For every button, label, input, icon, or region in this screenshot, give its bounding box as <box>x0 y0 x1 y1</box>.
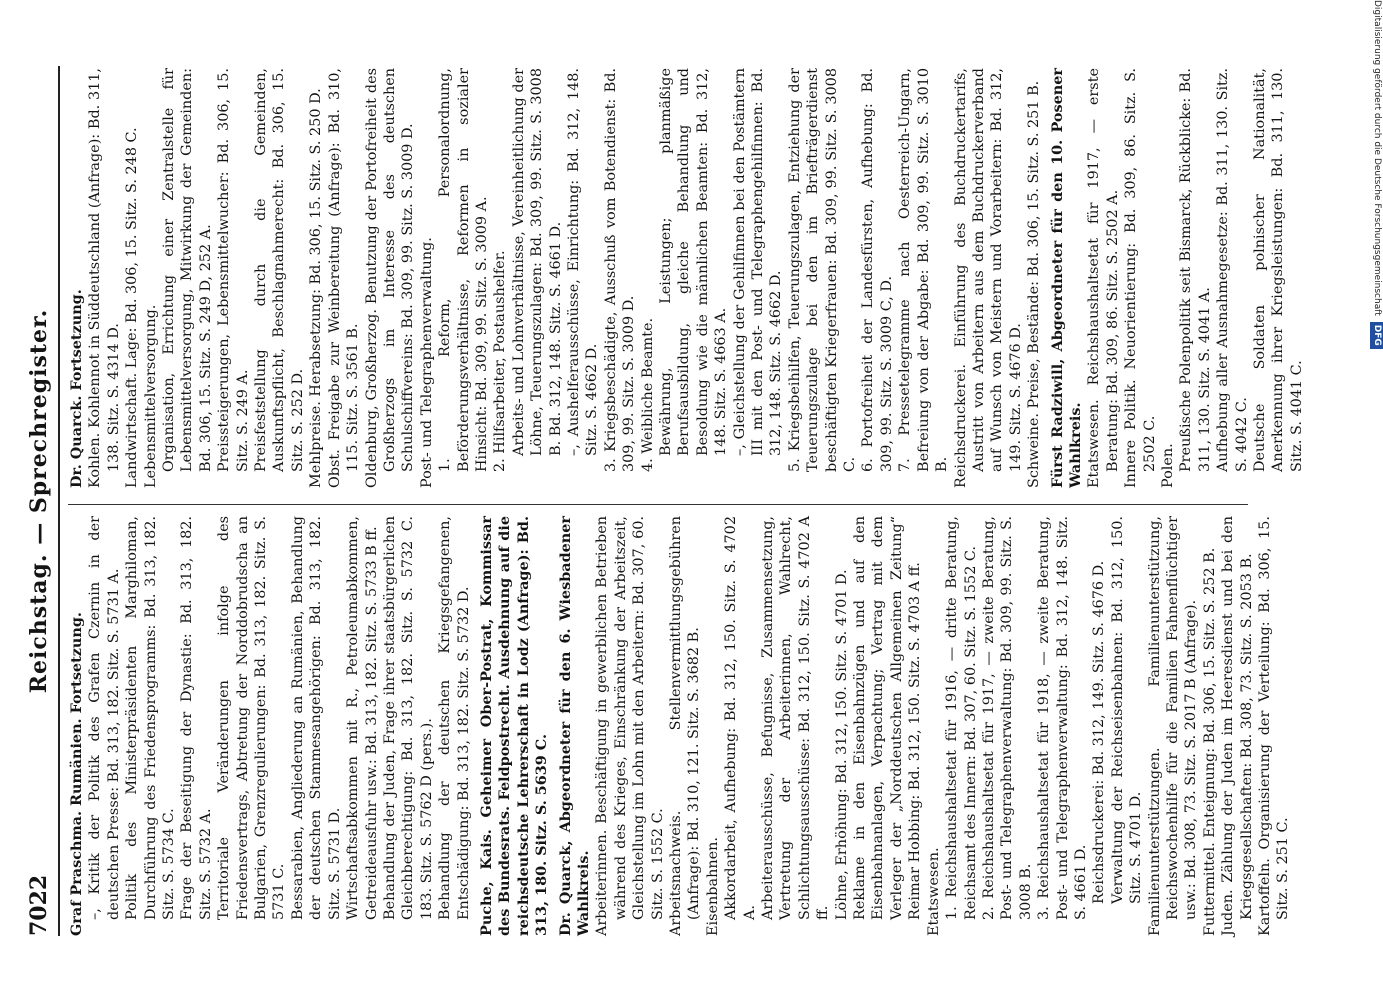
register-entry: Behandlung der deutschen Kriegsgefangenen, Entschädigung: Bd. 313, 182. Sitz. S. 5732 D. <box>437 516 472 920</box>
header-rule <box>58 66 60 936</box>
digitization-note <box>1370 0 1383 1000</box>
register-entry: 3. Kriegsbeschädigte, Ausschuß vom Botendienst: Bd. 309, 99. Sitz. S. 3009 D. <box>602 68 638 472</box>
register-entry: Mehlpreise. Herabsetzung: Bd. 306, 15. Sitz. S. 250 D. <box>308 88 325 488</box>
register-entry: 2. Hilfsarbeiter, Postaushelfer. <box>492 250 509 472</box>
register-entry: Preußische Polenpolitik seit Bismarck, Rückblicke: Bd. 311, 130. Sitz. S. 4041 A. <box>1178 68 1213 472</box>
register-entry: Arbeits- und Lohnverhältnisse, Vereinheitlichung der Löhne, Teuerungszulagen: Bd. 309, 99. Sitz. S. 3008 B. Bd. 312, 148. Sitz. S. 4661 D. <box>510 68 564 456</box>
register-entry: 6. Portofreiheit der Landesfürsten, Aufhebung: Bd. 309, 99. Sitz. S. 3009 C, D. <box>860 68 895 472</box>
register-entry: Innere Politik. Neuorientierung: Bd. 309, 86. Sitz. S. 2502 C. <box>1123 68 1158 488</box>
register-entry: Eisenbahnen. <box>704 837 721 936</box>
register-entry: Preisfeststellung durch die Gemeinden, Auskunftspflicht, Beschlagnahmerecht: Bd. 306, 15. Sitz. S. 252 D. <box>253 68 306 472</box>
register-entry: Bewährung, Leistungen; planmäßige Berufsausbildung, gleiche Behandlung und Besoldung wie die männlichen Beamten: Bd. 312, 148. Sitz. S. 4663 A. <box>658 68 730 456</box>
register-entry: Futtermittel. Enteignung: Bd. 306, 15. Sitz. S. 252 B. <box>1201 547 1218 936</box>
left-column <box>68 516 1292 936</box>
speaker-heading: Fürst Radziwill, Abgeordneter für den 10. Posener Wahlkreis. <box>1048 68 1084 488</box>
page-header <box>20 66 60 936</box>
speaker-heading: Puche, Kais. Geheimer Ober-Postrat, Kommissar des Bundesrats. Feldpostrecht. Ausdehnung auf die reichsdeutsche Lehrerschaft in Lodz (Anfrage): Bd. 313, 180. Sitz. S. 5639 C. <box>477 516 551 936</box>
right-column <box>68 68 1305 488</box>
register-entry: Oldenburg, Großherzog. Benutzung der Portofreiheit des Großherzogs im Interesse des deutschen Schulschiffvereins: Bd. 309, 99. Sitz. S. 3009 D. <box>363 68 417 488</box>
register-entry: 4. Weibliche Beamte. <box>639 317 656 472</box>
register-entry: Akkordarbeit, Aufhebung: Bd. 312, 150. Sitz. S. 4702 A. <box>723 516 758 920</box>
register-entry: Arbeitsnachweis. Stellenvermittlungsgebühren (Anfrage): Bd. 310, 121. Sitz. S. 3682 B. <box>668 516 703 936</box>
register-entry: 2. Reichshaushaltsetat für 1917, — zweite Beratung, Post- und Telegraphenverwaltung: Bd. 309, 99. Sitz. S. 3008 B. <box>980 516 1034 920</box>
register-entry: Arbeiterinnen. Beschäftigung in gewerblichen Betrieben während des Krieges, Einschränkung der Arbeitszeit, Gleichstellung im Lohn mit den Arbeitern: Bd. 307, 60. Sitz. S. 1552 C. <box>594 516 666 936</box>
register-entry: Organisation, Errichtung einer Zentralstelle für Lebensmittelversorgung, Mitwirkung der Gemeinden: Bd. 306, 15. Sitz. S. 249 D, 252 A. <box>161 68 214 472</box>
register-entry: 5. Kriegsbeihilfen, Teuerungszulagen, Entziehung der Teuerungszulage bei den im Briefträgerdienst beschäftigten Kriegerfrauen: Bd. 309, 99. Sitz. S. 3008 C. <box>786 68 859 472</box>
register-entry: Reklame in den Eisenbahnzügen und auf den Eisenbahnanlagen, Verpachtung; Vertrag mit dem Verleger der „Norddeutschen Allgemeinen Zeitung“ Reimar Hobbing: Bd. 312, 150. Sitz. S. 4703 A ff. <box>852 516 924 920</box>
register-entry: Lebensmittelversorgung. <box>142 304 159 488</box>
register-entry: Deutsche Soldaten polnischer Nationalität, Anerkennung ihrer Kriegsleistungen: Bd. 311, 130. Sitz. S. 4041 C. <box>1252 68 1305 472</box>
register-entry: Preissteigerungen, Lebensmittelwucher: Bd. 306, 15. Sitz. S. 249 A. <box>216 68 251 472</box>
register-entry: Behandlung der Juden, Frage ihrer staatsbürgerlichen Gleichberechtigung: Bd. 313, 182. Sitz. S. 5732 C. 183. Sitz. S. 5762 D (pers.). <box>381 516 435 920</box>
register-entry: Schweine. Preise, Bestände: Bd. 306, 15. Sitz. S. 251 B. <box>1026 80 1043 488</box>
register-entry: Reichsdruckerei: Bd. 312, 149. Sitz. S. 4676 D. <box>1091 560 1108 904</box>
register-entry: 3. Reichshaushaltsetat für 1918, — zweite Beratung, Post- und Telegraphenverwaltung: Bd. 312, 148. Sitz. S. 4661 D. <box>1036 516 1089 920</box>
register-entry: Wirtschaftsabkommen mit R., Petroleumabkommen, Getreideausfuhr usw.: Bd. 313, 182. Sitz. S. 5733 B ff. <box>345 516 380 920</box>
register-entry: 7. Pressetelegramme nach Oesterreich-Ungarn, Befreiung von der Abgabe: Bd. 309, 99. Sitz. S. 3010 B. <box>897 68 951 472</box>
register-entry: Verwaltung der Reichseisenbahnen: Bd. 312, 150. Sitz. S. 4701 D. <box>1109 516 1145 904</box>
register-entry: Bessarabien, Angliederung an Rumänien, Behandlung der deutschen Stammesangehörigen: Bd. 313, 182. Sitz. S. 5731 D. <box>289 516 343 920</box>
register-entry: Juden. Zählung der Juden im Heeresdienst und bei den Kriegsgesellschaften: Bd. 308, 73. Sitz. S. 2053 B. <box>1220 516 1255 936</box>
register-entry: Polen. <box>1159 443 1176 488</box>
register-entry: Kohlen. Kohlennot in Süddeutschland (Anfrage): Bd. 311, 138. Sitz. S. 4314 D. <box>87 68 122 488</box>
register-entry: Territoriale Veränderungen infolge des Friedensvertrags, Abtretung der Norddobrudscha an Bulgarien, Grenzregulierungen: Bd. 313, 182. Sitz. S. 5731 C. <box>216 516 288 920</box>
register-entry: Obst. Freigabe zur Weinbereitung (Anfrage): Bd. 310, 115. Sitz. S. 3561 B. <box>326 68 362 488</box>
register-entry: Familienunterstützungen. Familienunterstützung, Reichswochenhilfe für die Familien Fahnenflüchtiger usw.: Bd. 308, 73. Sitz. S. 2017 B (Anfrage). <box>1146 516 1200 936</box>
register-entry: 1. Reichshaushaltsetat für 1916, — dritte Beratung, Reichsamt des Innern: Bd. 307, 60. Sitz. S. 1552 C. <box>944 516 979 920</box>
register-entry: Etatswesen. Reichshaushaltsetat für 1917, — erste Beratung: Bd. 309, 86. Sitz. S. 2502 A. <box>1086 68 1121 488</box>
register-entry: –, Kritik der Politik des Grafen Czernin in der deutschen Presse: Bd. 313, 182. Sitz. S. 5731 A. <box>87 516 122 920</box>
register-entry: Post- und Telegraphenverwaltung. <box>418 237 435 488</box>
page-number: 7022 <box>26 874 52 936</box>
register-entry: Arbeiterausschüsse, Befugnisse, Zusammensetzung, Vertretung der Arbeiterinnen, Wahlrecht, Schlichtungsausschüsse: Bd. 312, 150. Sitz. S. 4702 A ff. <box>760 516 832 920</box>
register-entry: Politik des Ministerpräsidenten Marghiloman, Durchführung des Friedensprogramms: Bd. 313, 182. Sitz. S. 5734 C. <box>124 516 178 920</box>
speaker-heading: Dr. Quarck. Fortsetzung. <box>68 289 85 488</box>
register-entry: –, Gleichstellung der Gehilfinnen bei den Postämtern III mit den Post- und Telegraphengehilfinnen: Bd. 312, 148. Sitz. S. 4662 D. <box>731 68 785 456</box>
register-entry: Kartoffeln. Organisierung der Verteilung: Bd. 306, 15. Sitz. S. 251 C. <box>1257 516 1292 936</box>
register-entry: Aufhebung aller Ausnahmegesetze: Bd. 311, 130. Sitz. S. 4042 C. <box>1215 68 1250 472</box>
dfg-logo: DFG <box>1370 322 1383 349</box>
register-entry: –, Aushelferausschüsse, Einrichtung: Bd. 312, 148. Sitz. S. 4662 D. <box>565 68 601 456</box>
speaker-heading: Dr. Quarck, Abgeordneter für den 6. Wiesbadener Wahlkreis. <box>556 516 592 936</box>
register-entry: Etatswesen. <box>925 847 942 936</box>
register-entry: Reichsdruckerei. Einführung des Buchdruckertarifs, Austritt von Arbeitern aus dem Buchdruckerverband auf Wunsch von Meistern und Vorarbeitern: Bd. 312, 149. Sitz. S. 4676 D. <box>952 68 1024 488</box>
speaker-heading: Graf Praschma. Rumänien. Fortsetzung. <box>68 612 85 936</box>
column-divider <box>68 504 1248 505</box>
register-entry: Löhne, Erhöhung: Bd. 312, 150. Sitz. S. 4701 D. <box>833 569 850 920</box>
register-entry: 1. Reform, Personalordnung, Beförderungsverhältnisse, Reformen in sozialer Hinsicht: Bd. 309, 99. Sitz. S. 3009 A. <box>437 68 490 472</box>
running-title: Reichstag. — Sprechregister. <box>26 308 52 694</box>
register-entry: Landwirtschaft. Lage: Bd. 306, 15. Sitz. S. 248 C. <box>124 127 141 488</box>
register-entry: Frage der Beseitigung der Dynastie: Bd. 313, 182. Sitz. S. 5732 A. <box>179 516 214 920</box>
funding-note-text: Digitalisierung gefördert durch die Deutsche Forschungsgemeinschaft <box>1372 0 1382 316</box>
